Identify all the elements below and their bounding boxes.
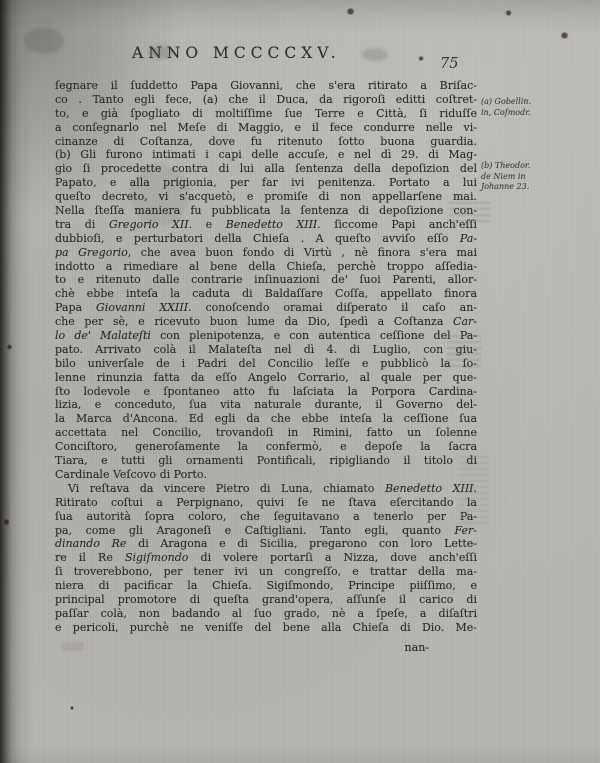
text-line: a conſegnarlo nel Meſe di Maggio, e il fece condurre nelle vi- [55, 120, 477, 134]
text-line: pa, come gli Aragoneſi e Caſtigliani. Tanto egli, quanto Fer- [55, 523, 477, 537]
text-line: Vi reſtava da vincere Pietro di Luna, chiamato Benedetto XIII. [68, 481, 478, 495]
text-line: gio ſi procedette contra di lui alla ſentenza della depoſizion del [55, 162, 477, 176]
text-line: bilo univerſale de i Padri del Concilio leſſe e pubblicò la ſo- [55, 356, 477, 370]
text-line: accettata nel Concilio, trovandoſi in Rimini, fatto un ſolenne [55, 426, 477, 440]
text-line: (b) Gli furono intimati i capi delle accuſe, e nel dì 29. di Mag- [55, 148, 477, 162]
bleed-through-mark [62, 642, 84, 651]
text-line: to, e già ſpogliato di moltiſſime ſue Terre e Città, ſi riduſſe [55, 106, 477, 120]
text-line: ſto lodevole e ſpontaneo atto fu laſciata la Porpora Cardina- [55, 384, 477, 398]
paper-speck [505, 10, 512, 16]
text-line: Tiara, e tutti gli ornamenti Pontificali, ripigliando il titolo di [55, 454, 477, 468]
text-line: lizia, e conceduto, ſua vita naturale durante, il Governo del- [55, 398, 477, 412]
body-text [55, 79, 477, 635]
text-line: Nella ſteſſa maniera fu pubblicata la ſentenza di depoſizione con- [55, 204, 477, 218]
catchword: nan- [404, 641, 429, 654]
margin-note: (b) Theodor. de Niem in Johanne 23. [481, 161, 531, 191]
margin-note: (a) Gobellin. in, Coſmodr. [481, 97, 531, 117]
paper-stain [148, 45, 174, 59]
page-number: 75 [440, 56, 459, 72]
text-line: cinanze di Coſtanza, dove fu ritenuto ſotto buona guardia. [55, 134, 477, 148]
text-line: principal promotore di queſta grand'opera, aſſunſe il carico di [55, 592, 477, 606]
text-line: dubbioſi, e perturbatori della Chieſa . A queſto avviſo eſſo Pa- [55, 231, 477, 245]
text-line: indotto a rimediare al bene della Chieſa, perchè troppo aſſedia- [55, 259, 477, 273]
bleed-through-mark [459, 456, 489, 528]
text-line: queſto decreto, vi s'acquetò, e promiſe di non appellarſene mai. [55, 190, 477, 204]
text-line: lo de' Malateſti con plenipotenza, e con autentica ceſſione del Pa- [55, 329, 477, 343]
text-line: ſua autorità ſopra coloro, che ſeguitavano a tenerlo per Pa- [55, 509, 477, 523]
paper-speck [418, 56, 424, 61]
text-line: Papato, e alla prigionia, per far ivi penitenza. Portato a lui [55, 176, 477, 190]
text-line: re il Re Sigiſmondo di volere portarſi a Nizza, dove anch'eſſi [55, 551, 477, 565]
paper-speck [346, 8, 355, 15]
text-line: Ritirato coſtui a Perpignano, quivi ſe ne ſtava eſercitando la [55, 495, 477, 509]
paper-stain [130, 165, 190, 225]
text-line: ſi troverebbono, per tener ivi un congreſſo, e trattar della ma- [55, 565, 477, 579]
text-line: pa Gregorio, che avea buon fondo di Virtù , nè finora s'era mai [55, 245, 477, 259]
text-line: lenne rinunzia fatta da eſſo Angelo Corrario, al quale per que- [55, 370, 477, 384]
text-line: tra di Gregorio XII. e Benedetto XIII. ſiccome Papi anch'eſſi [55, 217, 477, 231]
bleed-through-mark [448, 202, 490, 224]
text-line: paſſar colà, non badando al ſuo grado, nè a ſpeſe, a diſaſtri [55, 606, 477, 620]
paper-speck [70, 706, 74, 710]
paper-speck [560, 32, 569, 39]
text-line: chè ebbe inteſa la caduta di Baldaſſare Coſſa, appellato finora [55, 287, 477, 301]
text-line: Cardinale Veſcovo di Porto. [55, 467, 207, 481]
running-title: ANNO MCCCCXV. [132, 44, 341, 62]
text-line: Papa Giovanni XXIII. conoſcendo oramai diſperato il caſo an- [55, 301, 477, 315]
paper-speck [7, 344, 12, 350]
paper-speck [4, 518, 9, 526]
paper-stain [24, 28, 64, 54]
text-line: pato. Arrivato colà il Malateſta nel dì 4. di Luglio, con giu- [55, 342, 477, 356]
bleed-through-mark [447, 335, 481, 367]
text-line: ſegnare il ſuddetto Papa Giovanni, che s'era ritirato a Briſac- [55, 79, 477, 92]
text-line: co . Tanto egli fece, (a) che il Duca, da rigoroſi editti coſtret- [55, 92, 477, 106]
text-line: la Marca d'Ancona. Ed egli da che ebbe inteſa la ceſſione ſua [55, 412, 477, 426]
text-line: che per sè, e ricevuto buon lume da Dio, ſpedì a Coſtanza Car- [55, 315, 477, 329]
text-line: e pericoli, purchè ne veniſſe del bene alla Chieſa di Dio. Me- [55, 620, 477, 634]
paper-stain [362, 48, 388, 61]
text-line: dinando Re di Aragona e di Sicilia, pregarono con loro Lette- [55, 537, 477, 551]
text-line: Conciſtoro, generoſamente la confermò, e depoſe la ſacra [55, 440, 477, 454]
text-line: to e ritenuto dalle contrarie inſinuazioni de' ſuoi Parenti, allor- [55, 273, 477, 287]
text-line: niera di pacificar la Chieſa. Sigiſmondo, Principe piiſſimo, e [55, 579, 477, 593]
